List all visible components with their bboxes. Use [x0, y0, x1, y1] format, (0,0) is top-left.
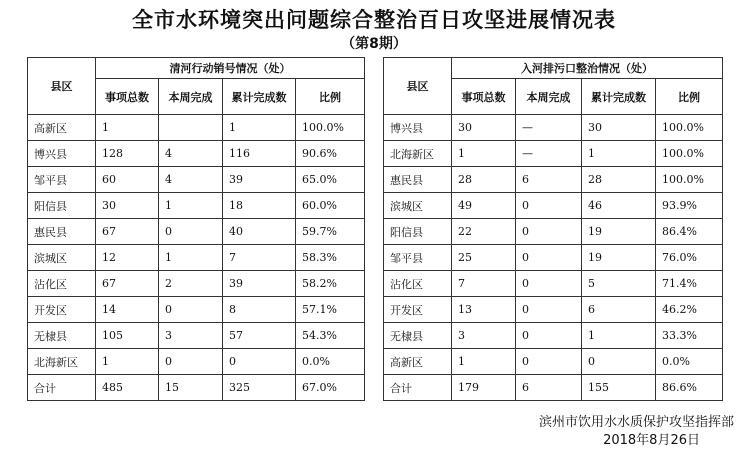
- table-row: [384, 141, 723, 167]
- county-cell: 滨城区: [28, 245, 96, 271]
- value-cell: 60: [96, 167, 159, 193]
- table-row: [384, 349, 723, 375]
- value-cell: 100.0%: [656, 141, 723, 167]
- issue-date: 2018年8月26日: [603, 433, 700, 448]
- table-row: [28, 323, 365, 349]
- value-cell: 6: [516, 167, 582, 193]
- sewage-outlet-table: [383, 57, 723, 401]
- value-cell: 59.7%: [296, 219, 365, 245]
- value-cell: 1: [223, 115, 296, 141]
- value-cell: 30: [96, 193, 159, 219]
- county-cell: 惠民县: [28, 219, 96, 245]
- county-cell: 开发区: [384, 297, 452, 323]
- value-cell: 18: [223, 193, 296, 219]
- value-cell: 4: [159, 141, 223, 167]
- value-cell: 3: [159, 323, 223, 349]
- value-cell: 128: [96, 141, 159, 167]
- value-cell: 1: [159, 193, 223, 219]
- county-cell: 博兴县: [384, 115, 452, 141]
- table-row: [28, 245, 365, 271]
- table-row: [384, 245, 723, 271]
- value-cell: 19: [582, 219, 656, 245]
- value-cell: 0: [516, 193, 582, 219]
- value-cell: 2: [159, 271, 223, 297]
- value-cell: 0: [516, 219, 582, 245]
- column-header: 本周完成: [159, 79, 223, 115]
- value-cell: 28: [582, 167, 656, 193]
- value-cell: 0: [223, 349, 296, 375]
- table-row: [28, 115, 365, 141]
- value-cell: 1: [452, 141, 516, 167]
- value-cell: 58.2%: [296, 271, 365, 297]
- table-row: [384, 271, 723, 297]
- table-row: [28, 167, 365, 193]
- county-cell: 阳信县: [384, 219, 452, 245]
- county-cell: 高新区: [384, 349, 452, 375]
- value-cell: 67.0%: [296, 375, 365, 401]
- value-cell: 100.0%: [296, 115, 365, 141]
- issuing-organization: 滨州市饮用水水质保护攻坚指挥部: [538, 415, 734, 430]
- value-cell: 86.6%: [656, 375, 723, 401]
- value-cell: 179: [452, 375, 516, 401]
- county-cell: 无棣县: [384, 323, 452, 349]
- table-row: [28, 141, 365, 167]
- value-cell: —: [516, 115, 582, 141]
- value-cell: 46: [582, 193, 656, 219]
- value-cell: 58.3%: [296, 245, 365, 271]
- table-row: [28, 193, 365, 219]
- county-cell: 沾化区: [384, 271, 452, 297]
- county-cell: 滨城区: [384, 193, 452, 219]
- value-cell: 1: [582, 323, 656, 349]
- value-cell: 49: [452, 193, 516, 219]
- value-cell: 39: [223, 271, 296, 297]
- value-cell: 15: [159, 375, 223, 401]
- county-cell: 开发区: [28, 297, 96, 323]
- value-cell: 86.4%: [656, 219, 723, 245]
- table-row: [28, 271, 365, 297]
- value-cell: 93.9%: [656, 193, 723, 219]
- table-row: [28, 349, 365, 375]
- value-cell: 5: [582, 271, 656, 297]
- value-cell: [159, 115, 223, 141]
- value-cell: 4: [159, 167, 223, 193]
- value-cell: 0: [159, 297, 223, 323]
- county-cell: 合计: [28, 375, 96, 401]
- table-row: [28, 219, 365, 245]
- value-cell: 30: [582, 115, 656, 141]
- county-cell: 北海新区: [384, 141, 452, 167]
- value-cell: 13: [452, 297, 516, 323]
- value-cell: 0: [516, 349, 582, 375]
- table-row: [384, 219, 723, 245]
- county-cell: 博兴县: [28, 141, 96, 167]
- value-cell: 57.1%: [296, 297, 365, 323]
- value-cell: 40: [223, 219, 296, 245]
- value-cell: 57: [223, 323, 296, 349]
- river-cleanup-table: [27, 57, 365, 401]
- value-cell: 0: [159, 219, 223, 245]
- value-cell: 67: [96, 219, 159, 245]
- value-cell: 46.2%: [656, 297, 723, 323]
- value-cell: 30: [452, 115, 516, 141]
- group-header: 清河行动销号情况（处）: [96, 58, 365, 79]
- value-cell: 0: [516, 323, 582, 349]
- value-cell: 19: [582, 245, 656, 271]
- value-cell: 14: [96, 297, 159, 323]
- value-cell: 39: [223, 167, 296, 193]
- value-cell: 0: [516, 245, 582, 271]
- county-cell: 高新区: [28, 115, 96, 141]
- value-cell: 7: [223, 245, 296, 271]
- value-cell: 54.3%: [296, 323, 365, 349]
- value-cell: 7: [452, 271, 516, 297]
- table-row: [384, 167, 723, 193]
- table-row: [28, 297, 365, 323]
- value-cell: 0.0%: [296, 349, 365, 375]
- value-cell: 155: [582, 375, 656, 401]
- value-cell: 1: [582, 141, 656, 167]
- group-header: 入河排污口整治情况（处）: [452, 58, 723, 79]
- value-cell: 33.3%: [656, 323, 723, 349]
- column-header: 本周完成: [516, 79, 582, 115]
- value-cell: 0: [516, 297, 582, 323]
- column-header: 比例: [656, 79, 723, 115]
- table-row: [384, 323, 723, 349]
- value-cell: 65.0%: [296, 167, 365, 193]
- county-cell: 邹平县: [28, 167, 96, 193]
- county-cell: 邹平县: [384, 245, 452, 271]
- value-cell: 25: [452, 245, 516, 271]
- county-cell: 合计: [384, 375, 452, 401]
- value-cell: 0: [159, 349, 223, 375]
- value-cell: 1: [96, 349, 159, 375]
- column-header: 事项总数: [96, 79, 159, 115]
- value-cell: 3: [452, 323, 516, 349]
- value-cell: 28: [452, 167, 516, 193]
- value-cell: 8: [223, 297, 296, 323]
- value-cell: 0: [582, 349, 656, 375]
- value-cell: 67: [96, 271, 159, 297]
- county-header: 县区: [384, 58, 452, 115]
- column-header: 累计完成数: [582, 79, 656, 115]
- table-row: [28, 375, 365, 401]
- column-header: 事项总数: [452, 79, 516, 115]
- table-row: [384, 193, 723, 219]
- value-cell: 1: [159, 245, 223, 271]
- column-header: 比例: [296, 79, 365, 115]
- column-header: 累计完成数: [223, 79, 296, 115]
- value-cell: 100.0%: [656, 167, 723, 193]
- value-cell: 1: [452, 349, 516, 375]
- county-header: 县区: [28, 58, 96, 115]
- value-cell: 325: [223, 375, 296, 401]
- county-cell: 惠民县: [384, 167, 452, 193]
- value-cell: 485: [96, 375, 159, 401]
- value-cell: 105: [96, 323, 159, 349]
- value-cell: 71.4%: [656, 271, 723, 297]
- table-row: [384, 375, 723, 401]
- value-cell: 6: [582, 297, 656, 323]
- value-cell: 90.6%: [296, 141, 365, 167]
- value-cell: 6: [516, 375, 582, 401]
- value-cell: 0.0%: [656, 349, 723, 375]
- county-cell: 北海新区: [28, 349, 96, 375]
- value-cell: 22: [452, 219, 516, 245]
- value-cell: 76.0%: [656, 245, 723, 271]
- county-cell: 沾化区: [28, 271, 96, 297]
- value-cell: 12: [96, 245, 159, 271]
- issue-number: （第8期）: [341, 36, 407, 52]
- county-cell: 阳信县: [28, 193, 96, 219]
- value-cell: 1: [96, 115, 159, 141]
- page-title: 全市水环境突出问题综合整治百日攻坚进展情况表: [132, 8, 616, 32]
- table-row: [384, 297, 723, 323]
- table-row: [384, 115, 723, 141]
- value-cell: —: [516, 141, 582, 167]
- value-cell: 100.0%: [656, 115, 723, 141]
- value-cell: 116: [223, 141, 296, 167]
- county-cell: 无棣县: [28, 323, 96, 349]
- value-cell: 60.0%: [296, 193, 365, 219]
- value-cell: 0: [516, 271, 582, 297]
